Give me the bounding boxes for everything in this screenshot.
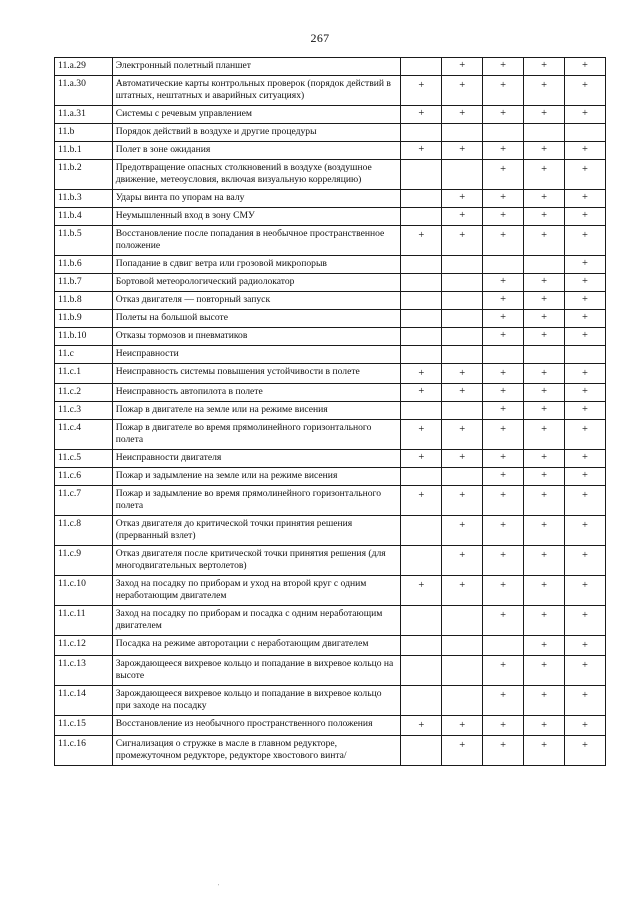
mark-cell: + (401, 716, 442, 736)
row-description: Порядок действий в воздухе и другие процедуры (112, 124, 401, 142)
mark-cell: + (565, 516, 606, 546)
mark-cell (442, 328, 483, 346)
mark-cell: + (565, 576, 606, 606)
mark-cell: + (401, 420, 442, 450)
mark-cell: + (442, 190, 483, 208)
mark-cell: + (483, 160, 524, 190)
mark-cell (442, 160, 483, 190)
mark-cell (401, 686, 442, 716)
row-description: Полеты на большой высоте (112, 310, 401, 328)
mark-cell: + (565, 656, 606, 686)
mark-cell (401, 328, 442, 346)
mark-cell: + (565, 256, 606, 274)
mark-cell: + (565, 364, 606, 384)
mark-cell (442, 636, 483, 656)
row-code: 11.b.10 (55, 328, 113, 346)
mark-cell (442, 346, 483, 364)
mark-cell: + (565, 226, 606, 256)
mark-cell: + (483, 76, 524, 106)
table-row (55, 310, 606, 328)
mark-cell: + (483, 274, 524, 292)
mark-cell: + (524, 274, 565, 292)
mark-cell (401, 310, 442, 328)
table-row (55, 420, 606, 450)
mark-cell: + (442, 546, 483, 576)
table-row (55, 468, 606, 486)
table-row (55, 402, 606, 420)
mark-cell: + (565, 716, 606, 736)
page-number: 267 (310, 31, 330, 45)
row-code: 11.b.8 (55, 292, 113, 310)
row-description: Пожар в двигателе на земле или на режиме висения (112, 402, 401, 420)
mark-cell: + (442, 576, 483, 606)
mark-cell: + (524, 226, 565, 256)
row-code: 11.c.5 (55, 450, 113, 468)
table-row (55, 190, 606, 208)
table-row (55, 76, 606, 106)
mark-cell: + (565, 486, 606, 516)
mark-cell: + (524, 328, 565, 346)
mark-cell: + (401, 384, 442, 402)
mark-cell: + (565, 310, 606, 328)
requirements-table (54, 57, 606, 766)
mark-cell (442, 656, 483, 686)
mark-cell: + (401, 226, 442, 256)
mark-cell: + (565, 420, 606, 450)
table-row (55, 142, 606, 160)
mark-cell: + (442, 226, 483, 256)
mark-cell: + (442, 106, 483, 124)
row-description: Бортовой метеорологический радиолокатор (112, 274, 401, 292)
mark-cell: + (483, 468, 524, 486)
mark-cell: + (483, 328, 524, 346)
mark-cell: + (565, 736, 606, 766)
mark-cell: + (524, 106, 565, 124)
mark-cell (401, 516, 442, 546)
mark-cell: + (401, 450, 442, 468)
mark-cell: + (442, 716, 483, 736)
mark-cell: + (483, 546, 524, 576)
row-description: Попадание в сдвиг ветра или грозовой микропорыв (112, 256, 401, 274)
footer-mark: ' (218, 884, 220, 890)
mark-cell (524, 256, 565, 274)
mark-cell: + (483, 190, 524, 208)
row-code: 11.b.4 (55, 208, 113, 226)
table-row (55, 450, 606, 468)
mark-cell: + (401, 576, 442, 606)
mark-cell: + (565, 160, 606, 190)
table-row (55, 636, 606, 656)
table-row (55, 292, 606, 310)
row-description: Пожар и задымление на земле или на режиме висения (112, 468, 401, 486)
mark-cell (401, 468, 442, 486)
row-description: Неисправности (112, 346, 401, 364)
mark-cell: + (565, 450, 606, 468)
row-description: Электронный полетный планшет (112, 58, 401, 76)
row-code: 11.a.30 (55, 76, 113, 106)
row-description: Отказ двигателя после критической точки принятия решения (для многодвигательных вертолетов) (112, 546, 401, 576)
row-code: 11.b.3 (55, 190, 113, 208)
row-code: 11.c.13 (55, 656, 113, 686)
mark-cell: + (524, 208, 565, 226)
table-row (55, 328, 606, 346)
mark-cell: + (565, 468, 606, 486)
row-description: Неисправность автопилота в полете (112, 384, 401, 402)
mark-cell: + (401, 106, 442, 124)
mark-cell: + (565, 190, 606, 208)
mark-cell: + (483, 208, 524, 226)
mark-cell: + (442, 420, 483, 450)
mark-cell: + (442, 76, 483, 106)
table-body (55, 58, 606, 766)
mark-cell: + (565, 76, 606, 106)
mark-cell: + (483, 106, 524, 124)
row-code: 11.c.12 (55, 636, 113, 656)
mark-cell: + (483, 486, 524, 516)
row-description: Зарождающееся вихревое кольцо и попадание в вихревое кольцо на высоте (112, 656, 401, 686)
mark-cell (401, 160, 442, 190)
mark-cell: + (483, 576, 524, 606)
table-row (55, 736, 606, 766)
mark-cell (401, 402, 442, 420)
row-description: Автоматические карты контрольных проверок (порядок действий в штатных, нештатных и аварийных ситуациях) (112, 76, 401, 106)
mark-cell: + (565, 58, 606, 76)
row-description: Восстановление из необычного пространственного положения (112, 716, 401, 736)
row-description: Восстановление после попадания в необычное пространственное положение (112, 226, 401, 256)
mark-cell (483, 346, 524, 364)
mark-cell: + (483, 364, 524, 384)
mark-cell: + (565, 402, 606, 420)
mark-cell (442, 292, 483, 310)
row-code: 11.b.6 (55, 256, 113, 274)
mark-cell: + (565, 384, 606, 402)
mark-cell (401, 736, 442, 766)
row-description: Неисправность системы повышения устойчивости в полете (112, 364, 401, 384)
row-description: Неисправности двигателя (112, 450, 401, 468)
row-description: Полет в зоне ожидания (112, 142, 401, 160)
row-code: 11.c.8 (55, 516, 113, 546)
mark-cell: + (565, 328, 606, 346)
row-code: 11.c (55, 346, 113, 364)
mark-cell: + (442, 486, 483, 516)
table-row (55, 516, 606, 546)
mark-cell (401, 124, 442, 142)
row-code: 11.c.1 (55, 364, 113, 384)
mark-cell: + (401, 142, 442, 160)
mark-cell (401, 256, 442, 274)
mark-cell: + (524, 716, 565, 736)
mark-cell: + (565, 606, 606, 636)
row-code: 11.c.7 (55, 486, 113, 516)
mark-cell: + (401, 364, 442, 384)
table-row (55, 486, 606, 516)
row-description: Отказ двигателя до критической точки принятия решения (прерванный взлет) (112, 516, 401, 546)
row-description: Пожар в двигателе во время прямолинейного горизонтального полета (112, 420, 401, 450)
mark-cell: + (524, 656, 565, 686)
mark-cell: + (483, 450, 524, 468)
mark-cell: + (524, 736, 565, 766)
mark-cell (442, 468, 483, 486)
mark-cell: + (524, 76, 565, 106)
mark-cell: + (565, 636, 606, 656)
table-row (55, 686, 606, 716)
row-description: Системы с речевым управлением (112, 106, 401, 124)
row-code: 11.c.11 (55, 606, 113, 636)
mark-cell: + (483, 384, 524, 402)
table-row (55, 124, 606, 142)
row-code: 11.b.1 (55, 142, 113, 160)
mark-cell (442, 402, 483, 420)
row-code: 11.c.15 (55, 716, 113, 736)
mark-cell: + (524, 142, 565, 160)
table-row (55, 384, 606, 402)
row-code: 11.b (55, 124, 113, 142)
mark-cell: + (524, 190, 565, 208)
mark-cell: + (524, 58, 565, 76)
mark-cell: + (524, 686, 565, 716)
mark-cell (401, 346, 442, 364)
table-row (55, 160, 606, 190)
table-row (55, 656, 606, 686)
mark-cell (401, 292, 442, 310)
mark-cell: + (442, 516, 483, 546)
mark-cell: + (565, 292, 606, 310)
row-code: 11.c.9 (55, 546, 113, 576)
mark-cell: + (442, 450, 483, 468)
row-code: 11.b.7 (55, 274, 113, 292)
row-description: Сигнализация о стружке в масле в главном редукторе, промежуточном редукторе, редукторе хвостового винта/ (112, 736, 401, 766)
table-row (55, 208, 606, 226)
mark-cell: + (442, 58, 483, 76)
table-row (55, 606, 606, 636)
table-row (55, 226, 606, 256)
row-description: Отказы тормозов и пневматиков (112, 328, 401, 346)
row-code: 11.a.31 (55, 106, 113, 124)
mark-cell: + (565, 546, 606, 576)
mark-cell (524, 346, 565, 364)
row-description: Пожар и задымление во время прямолинейного горизонтального полета (112, 486, 401, 516)
row-code: 11.c.16 (55, 736, 113, 766)
mark-cell: + (483, 310, 524, 328)
table-row (55, 58, 606, 76)
row-code: 11.c.10 (55, 576, 113, 606)
mark-cell: + (524, 546, 565, 576)
mark-cell (442, 124, 483, 142)
mark-cell (565, 346, 606, 364)
mark-cell (442, 606, 483, 636)
row-description: Заход на посадку по приборам и уход на второй круг с одним неработающим двигателем (112, 576, 401, 606)
row-description: Отказ двигателя — повторный запуск (112, 292, 401, 310)
table-row (55, 274, 606, 292)
mark-cell (401, 656, 442, 686)
mark-cell (483, 124, 524, 142)
mark-cell: + (442, 142, 483, 160)
mark-cell: + (442, 384, 483, 402)
mark-cell: + (524, 576, 565, 606)
mark-cell: + (524, 450, 565, 468)
mark-cell: + (524, 364, 565, 384)
row-description: Заход на посадку по приборам и посадка с одним неработающим двигателем (112, 606, 401, 636)
row-code: 11.b.2 (55, 160, 113, 190)
mark-cell: + (524, 160, 565, 190)
row-code: 11.c.3 (55, 402, 113, 420)
mark-cell: + (565, 274, 606, 292)
mark-cell: + (401, 76, 442, 106)
mark-cell: + (483, 58, 524, 76)
mark-cell (442, 686, 483, 716)
table-row (55, 716, 606, 736)
table-row (55, 576, 606, 606)
mark-cell: + (524, 486, 565, 516)
mark-cell: + (524, 468, 565, 486)
mark-cell: + (442, 208, 483, 226)
mark-cell: + (565, 686, 606, 716)
row-description: Предотвращение опасных столкновений в воздухе (воздушное движение, метеоусловия, включая визуальную корреляцию) (112, 160, 401, 190)
mark-cell: + (565, 106, 606, 124)
mark-cell: + (483, 420, 524, 450)
mark-cell (401, 190, 442, 208)
table-row (55, 256, 606, 274)
row-code: 11.b.5 (55, 226, 113, 256)
mark-cell (524, 124, 565, 142)
mark-cell (401, 546, 442, 576)
mark-cell (442, 256, 483, 274)
row-code: 11.c.6 (55, 468, 113, 486)
row-description: Зарождающееся вихревое кольцо и попадание в вихревое кольцо при заходе на посадку (112, 686, 401, 716)
row-description: Неумышленный вход в зону СМУ (112, 208, 401, 226)
mark-cell: + (524, 310, 565, 328)
mark-cell (565, 124, 606, 142)
mark-cell (483, 636, 524, 656)
mark-cell: + (483, 686, 524, 716)
row-code: 11.c.14 (55, 686, 113, 716)
mark-cell: + (483, 656, 524, 686)
mark-cell: + (565, 142, 606, 160)
mark-cell (401, 58, 442, 76)
mark-cell: + (524, 420, 565, 450)
mark-cell: + (483, 606, 524, 636)
mark-cell: + (442, 736, 483, 766)
mark-cell: + (483, 716, 524, 736)
mark-cell: + (524, 606, 565, 636)
mark-cell (442, 274, 483, 292)
row-code: 11.c.2 (55, 384, 113, 402)
mark-cell: + (483, 226, 524, 256)
mark-cell: + (442, 364, 483, 384)
table-row (55, 546, 606, 576)
mark-cell: + (483, 292, 524, 310)
table-row (55, 106, 606, 124)
mark-cell: + (524, 636, 565, 656)
mark-cell (442, 310, 483, 328)
mark-cell: + (524, 292, 565, 310)
row-code: 11.b.9 (55, 310, 113, 328)
mark-cell: + (483, 736, 524, 766)
table-row (55, 346, 606, 364)
mark-cell: + (483, 516, 524, 546)
mark-cell (401, 274, 442, 292)
mark-cell (401, 606, 442, 636)
mark-cell: + (565, 208, 606, 226)
mark-cell (483, 256, 524, 274)
mark-cell: + (524, 516, 565, 546)
table-row (55, 364, 606, 384)
row-description: Посадка на режиме авторотации с неработающим двигателем (112, 636, 401, 656)
row-description: Удары винта по упорам на валу (112, 190, 401, 208)
mark-cell: + (524, 402, 565, 420)
mark-cell: + (401, 486, 442, 516)
mark-cell: + (483, 402, 524, 420)
row-code: 11.c.4 (55, 420, 113, 450)
mark-cell: + (524, 384, 565, 402)
row-code: 11.a.29 (55, 58, 113, 76)
mark-cell (401, 208, 442, 226)
mark-cell (401, 636, 442, 656)
mark-cell: + (483, 142, 524, 160)
